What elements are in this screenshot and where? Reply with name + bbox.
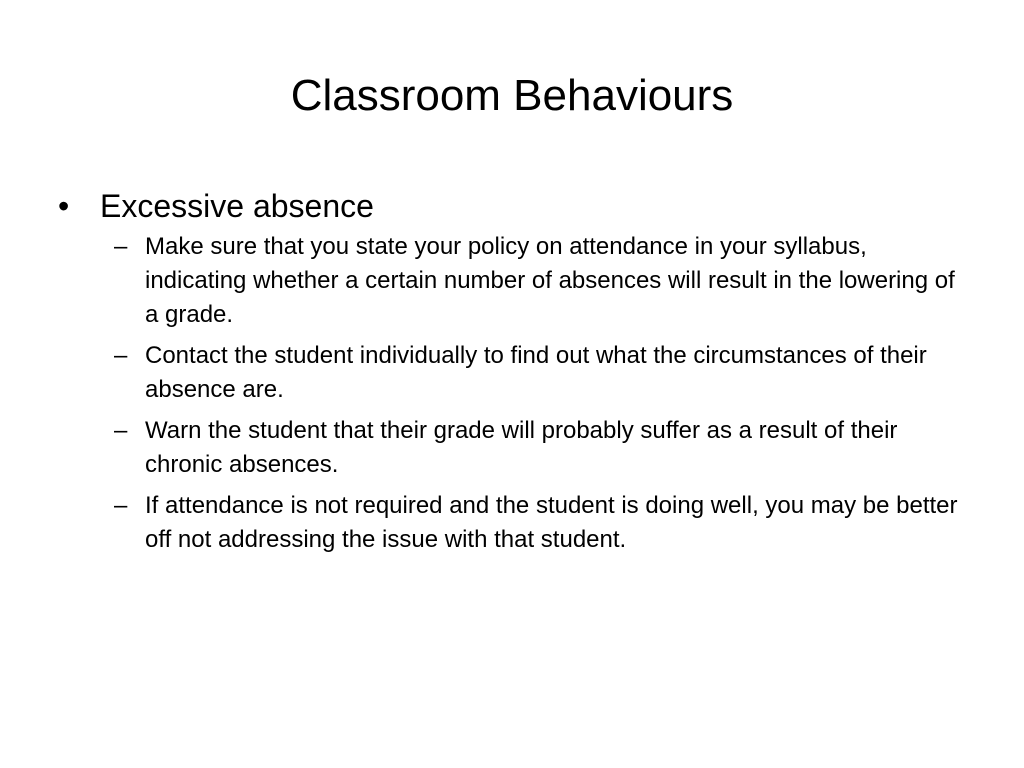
sub-bullet-text: Contact the student individually to find out what the circumstances of their absence are. xyxy=(145,342,927,403)
sub-bullet-marker: – xyxy=(114,342,128,369)
sub-bullet-marker: – xyxy=(114,492,128,519)
sub-bullet-list xyxy=(58,230,958,557)
sub-bullet-item xyxy=(58,339,958,407)
sub-bullet-item xyxy=(58,230,958,332)
bullet-item xyxy=(58,186,958,226)
sub-bullet-text: Warn the student that their grade will probably suffer as a result of their chronic absences. xyxy=(145,417,898,478)
sub-bullet-marker: – xyxy=(114,417,128,444)
sub-bullet-text: Make sure that you state your policy on attendance in your syllabus, indicating whether a certain number of absences will result in the lowering of a grade. xyxy=(145,233,955,328)
bullet-text: Excessive absence xyxy=(100,188,374,224)
slide-content xyxy=(58,186,958,564)
sub-bullet-text: If attendance is not required and the student is doing well, you may be better off not addressing the issue with that student. xyxy=(145,492,958,553)
sub-bullet-item xyxy=(58,489,958,557)
slide-title: Classroom Behaviours xyxy=(290,71,734,120)
bullet-marker: • xyxy=(58,188,70,224)
sub-bullet-marker: – xyxy=(114,233,128,260)
sub-bullet-item xyxy=(58,414,958,482)
